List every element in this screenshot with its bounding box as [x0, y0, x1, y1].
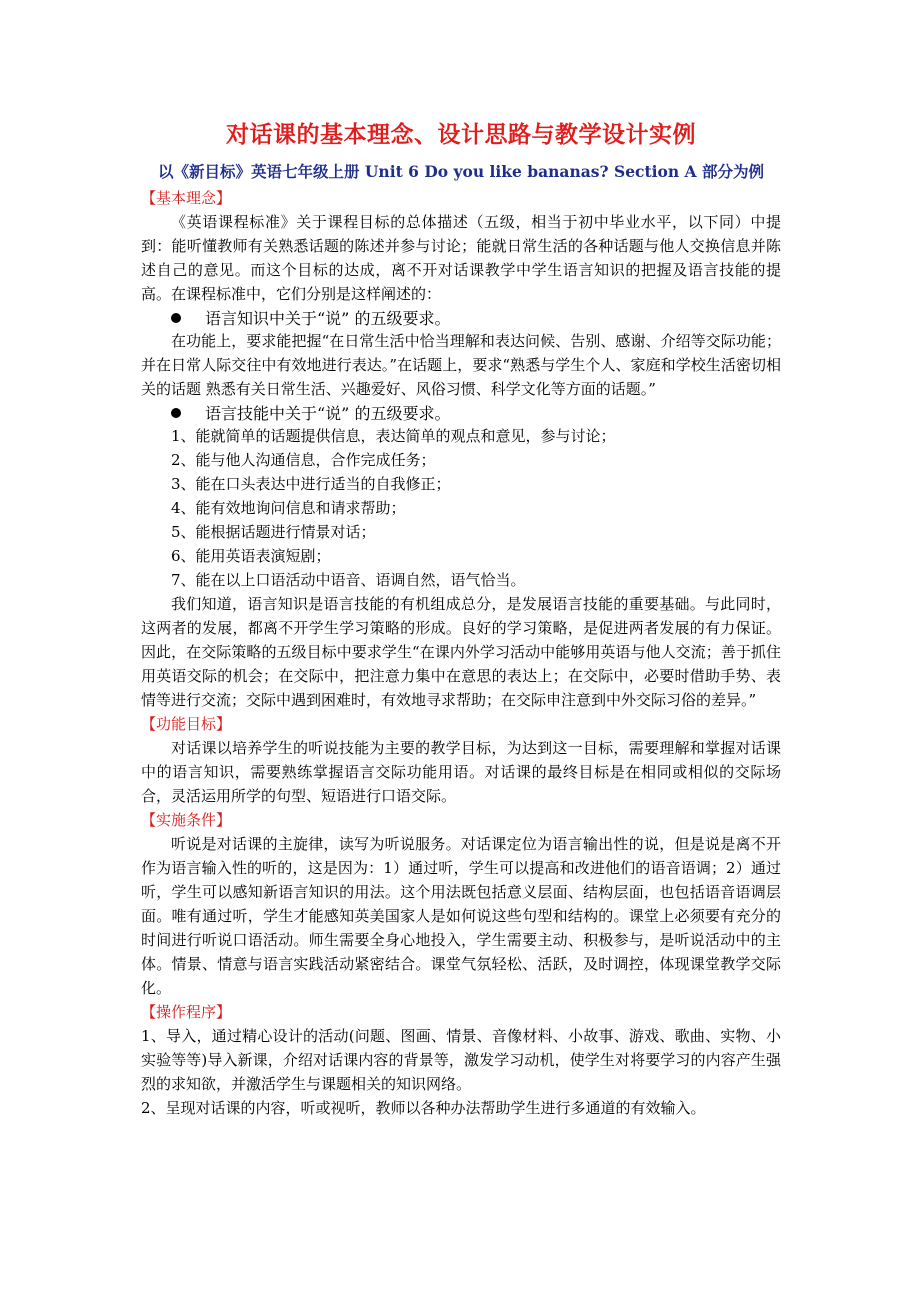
section-function-goal — [141, 712, 781, 808]
list-item: 5、能根据话题进行情景对话； — [171, 523, 376, 541]
section-procedure — [141, 1000, 781, 1120]
list-item: 6、能用英语表演短剧； — [171, 547, 331, 565]
list-item: 1、能就简单的话题提供信息，表达简单的观点和意见，参与讨论； — [171, 427, 616, 445]
paragraph: 1、导入，通过精心设计的活动(问题、图画、情景、音像材料、小故事、游戏、歌曲、实物、小实验等等)导入新课，介绍对话课内容的背景等，激发学习动机，使学生对将要学习的内容产生强烈的求知欲，并激活学生与课题相关的知识网络。 — [141, 1027, 781, 1093]
paragraph: 我们知道，语言知识是语言技能的有机组成总分，是发展语言技能的重要基础。与此同时，这两者的发展，都离不开学生学习策略的形成。良好的学习策略，是促进两者发展的有力保证。因此，在交际策略的五级目标中要求学生“在课内外学习活动中能够用英语与他人交流；善于抓住用英语交际的机会；在交际中，把注意力集中在意思的表达上；在交际中，必要时借助手势、表情等进行交流；交际中遇到困难时，有效地寻求帮助；在交际申注意到中外交际习俗的差异。” — [141, 595, 781, 709]
document-subtitle: 以《新目标》英语七年级上册 Unit 6 Do you like bananas? Section A 部分为例 — [158, 162, 764, 181]
section-heading: 【基本理念】 — [141, 189, 232, 207]
paragraph: 在功能上，要求能把握“在日常生活中恰当理解和表达问候、告别、感谢、介绍等交际功能；并在日常人际交往中有效地进行表达。”在话题上，要求“熟悉与学生个人、家庭和学校生活密切相关的话题 熟悉有关日常生活、兴趣爱好、风俗习惯、科学文化等方面的话题。” — [141, 332, 781, 398]
section-heading: 【操作程序】 — [141, 1003, 232, 1021]
bullet-item — [141, 306, 781, 329]
list-item: 2、能与他人沟通信息，合作完成任务； — [171, 451, 436, 469]
bullet-dot-icon — [171, 313, 181, 323]
paragraph: 对话课以培养学生的听说技能为主要的教学目标，为达到这一目标，需要理解和掌握对话课中的语言知识，需要熟练掌握语言交际功能用语。对话课的最终目标是在相同或相似的交际场合，灵活运用所学的句型、短语进行口语交际。 — [141, 739, 781, 805]
section-basic-concept — [141, 186, 781, 712]
bullet-item — [141, 401, 781, 424]
bullet-label: 语言技能中关于“说” 的五级要求。 — [205, 404, 451, 423]
bullet-dot-icon — [171, 408, 181, 418]
list-item: 4、能有效地询问信息和请求帮助； — [171, 499, 406, 517]
bullet-label: 语言知识中关于“说” 的五级要求。 — [205, 309, 451, 328]
section-heading: 【实施条件】 — [141, 811, 232, 829]
list-item: 3、能在口头表达中进行适当的自我修正； — [171, 475, 451, 493]
section-implementation — [141, 808, 781, 1000]
document-title: 对话课的基本理念、设计思路与教学设计实例 — [226, 121, 696, 148]
document-page — [141, 118, 781, 1120]
section-heading: 【功能目标】 — [141, 715, 232, 733]
paragraph: 《英语课程标准》关于课程目标的总体描述（五级，相当于初中毕业水平，以下同）中提到：能听懂教师有关熟悉话题的陈述并参与讨论；能就日常生活的各种话题与他人交换信息并陈述自己的意见。而这个目标的达成，离不开对话课教学中学生语言知识的把握及语言技能的提高。在课程标准中，它们分别是这样阐述的： — [141, 213, 781, 303]
list-item: 7、能在以上口语活动中语音、语调自然，语气恰当。 — [171, 571, 526, 589]
paragraph: 2、呈现对话课的内容，听或视听，教师以各种办法帮助学生进行多通道的有效输入。 — [141, 1099, 706, 1117]
paragraph: 听说是对话课的主旋律，读写为听说服务。对话课定位为语言输出性的说，但是说是离不开作为语言输入性的听的，这是因为：1）通过听，学生可以提高和改进他们的语音语调；2）通过听，学生可以感知新语言知识的用法。这个用法既包括意义层面、结构层面，也包括语音语调层面。唯有通过听，学生才能感知英美国家人是如何说这些句型和结构的。课堂上必须要有充分的时间进行听说口语活动。师生需要全身心地投入，学生需要主动、积极参与，是听说活动中的主体。情景、情意与语言实践活动紧密结合。课堂气氛轻松、活跃，及时调控，体现课堂教学交际化。 — [141, 835, 781, 997]
